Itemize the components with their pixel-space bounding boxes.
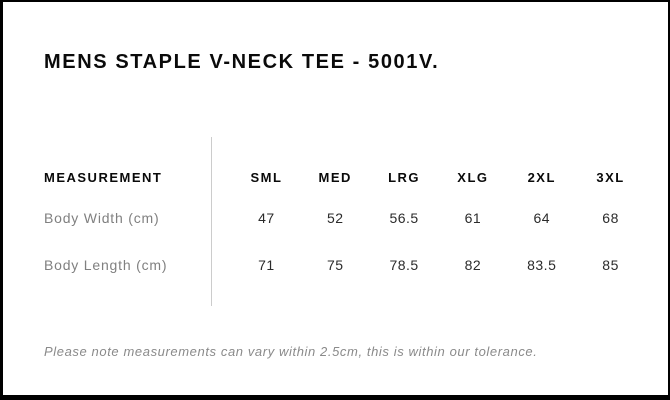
cell-body-width-2xl: 64 <box>533 210 551 226</box>
cell-body-width-xlg: 61 <box>464 210 482 226</box>
cell-body-length-lrg: 78.5 <box>389 257 419 273</box>
table-row-body-width <box>44 207 645 229</box>
tolerance-note: Please note measurements can vary within 2.5cm, this is within our tolerance. <box>44 344 538 359</box>
cell-body-width-sml: 47 <box>258 210 275 226</box>
cell-body-length-sml: 71 <box>258 257 275 273</box>
cell-body-width-med: 52 <box>326 210 344 226</box>
column-header-med: MED <box>318 169 352 185</box>
column-header-3xl: 3XL <box>596 169 625 185</box>
table-header-row <box>44 166 645 188</box>
table-row-body-length <box>44 254 645 276</box>
column-header-sml: SML <box>250 169 283 185</box>
cell-body-length-med: 75 <box>326 257 344 273</box>
column-header-lrg: LRG <box>388 169 421 185</box>
product-title: MENS STAPLE V-NECK TEE - 5001V. <box>44 51 440 73</box>
column-header-measurement: MEASUREMENT <box>44 169 163 185</box>
cell-body-width-lrg: 56.5 <box>389 210 419 226</box>
cell-body-length-2xl: 83.5 <box>527 257 557 273</box>
cell-body-width-3xl: 68 <box>602 210 619 226</box>
column-header-2xl: 2XL <box>527 169 556 185</box>
column-header-xlg: XLG <box>457 169 489 185</box>
row-label-body-width: Body Width (cm) <box>44 210 160 226</box>
cell-body-length-xlg: 82 <box>464 257 482 273</box>
cell-body-length-3xl: 85 <box>602 257 619 273</box>
row-label-body-length: Body Length (cm) <box>44 257 168 273</box>
